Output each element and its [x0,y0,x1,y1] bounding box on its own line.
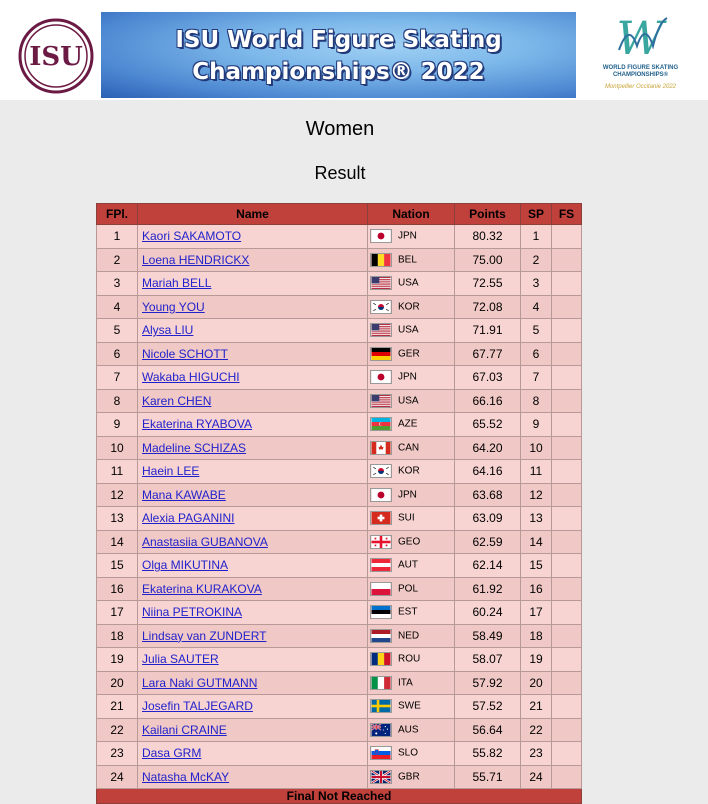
nation-code: GEO [398,536,421,548]
cell-fpl: 2 [97,248,138,272]
it-flag-icon [370,676,392,690]
cell-fs [552,436,582,460]
nation-code: USA [398,324,419,336]
cell-nation [368,248,455,272]
nation-code: SWE [398,700,421,712]
cell-fs [552,742,582,766]
cell-fpl: 13 [97,507,138,531]
cell-points: 64.16 [455,460,521,484]
cell-sp: 16 [521,577,552,601]
nation-code: GBR [398,771,420,783]
table-row [97,765,582,789]
nation-code: NED [398,630,420,642]
cell-nation [368,577,455,601]
championship-logo-line1: WORLD FIGURE SKATING [602,65,679,71]
cell-name [138,342,368,366]
cell-name [138,507,368,531]
gb-flag-icon [370,770,392,784]
cell-points: 66.16 [455,389,521,413]
cell-name [138,389,368,413]
cell-name [138,225,368,249]
final-not-reached-row [97,789,582,804]
cell-name [138,695,368,719]
cell-points: 61.92 [455,577,521,601]
cell-sp: 15 [521,554,552,578]
cell-fpl: 8 [97,389,138,413]
cell-points: 62.14 [455,554,521,578]
header-name: Name [138,204,368,225]
cell-fpl: 10 [97,436,138,460]
cell-nation [368,319,455,343]
cell-name [138,248,368,272]
cell-nation [368,272,455,296]
skater-link[interactable]: Julia SAUTER [142,652,219,667]
cell-name [138,742,368,766]
cell-sp: 2 [521,248,552,272]
cell-points: 60.24 [455,601,521,625]
ro-flag-icon [370,652,392,666]
page-title: Women [305,118,375,140]
cell-nation [368,225,455,249]
table-row [97,389,582,413]
skater-link[interactable]: Loena HENDRICKX [142,252,250,267]
cell-nation [368,483,455,507]
table-row [97,225,582,249]
cell-sp: 9 [521,413,552,437]
table-row [97,319,582,343]
cell-points: 63.68 [455,483,521,507]
cell-sp: 19 [521,648,552,672]
cell-fs [552,248,582,272]
cell-fs [552,272,582,296]
cell-nation [368,389,455,413]
cell-nation [368,366,455,390]
nation-code: ROU [398,653,421,665]
cell-sp: 22 [521,718,552,742]
cell-fs [552,718,582,742]
cell-fpl: 22 [97,718,138,742]
cell-fpl: 1 [97,225,138,249]
cell-fpl: 17 [97,601,138,625]
isu-logo-text: ISU [29,42,83,72]
championship-logo-line2: CHAMPIONSHIPS® [612,72,669,78]
nation-code: EST [398,606,418,618]
cell-nation [368,530,455,554]
cell-nation [368,765,455,789]
cell-fs [552,366,582,390]
cell-fs [552,342,582,366]
table-row [97,695,582,719]
results-table [96,203,582,804]
jp-flag-icon [370,229,392,243]
nation-code: SUI [398,512,415,524]
skater-link[interactable]: Niina PETROKINA [142,605,243,620]
jp-flag-icon [370,488,392,502]
ch-flag-icon [370,511,392,525]
cell-sp: 13 [521,507,552,531]
kr-flag-icon [370,300,392,314]
cell-fpl: 4 [97,295,138,319]
cell-fpl: 24 [97,765,138,789]
cell-fs [552,648,582,672]
cell-sp: 6 [521,342,552,366]
table-row [97,554,582,578]
ca-flag-icon [370,441,392,455]
cell-sp: 12 [521,483,552,507]
cell-fpl: 3 [97,272,138,296]
table-row [97,295,582,319]
header-fs: FS [552,204,582,225]
table-row [97,530,582,554]
cell-fs [552,483,582,507]
championship-w-mark: W [616,11,664,60]
skater-link[interactable]: Dasa GRM [142,746,202,761]
cell-points: 63.09 [455,507,521,531]
nation-code: AZE [398,418,418,430]
au-flag-icon [370,723,392,737]
cell-points: 57.52 [455,695,521,719]
cell-fpl: 9 [97,413,138,437]
cell-name [138,530,368,554]
cell-nation [368,671,455,695]
cell-name [138,413,368,437]
cell-nation [368,624,455,648]
nation-code: KOR [398,301,420,313]
cell-points: 80.32 [455,225,521,249]
table-row [97,460,582,484]
cell-sp: 3 [521,272,552,296]
cell-sp: 5 [521,319,552,343]
cell-name [138,671,368,695]
header-nation: Nation [368,204,455,225]
az-flag-icon [370,417,392,431]
skater-link[interactable]: Mariah BELL [142,276,212,291]
cell-sp: 17 [521,601,552,625]
cell-nation [368,342,455,366]
cell-fs [552,389,582,413]
table-row [97,624,582,648]
cell-points: 67.03 [455,366,521,390]
banner-title-panel [101,12,576,98]
cell-points: 55.82 [455,742,521,766]
cell-points: 58.07 [455,648,521,672]
cell-points: 65.52 [455,413,521,437]
cell-nation [368,718,455,742]
at-flag-icon [370,558,392,572]
skater-link[interactable]: Madeline SCHIZAS [142,440,247,455]
cell-sp: 1 [521,225,552,249]
cell-sp: 11 [521,460,552,484]
cell-fpl: 11 [97,460,138,484]
skater-link[interactable]: Kailani CRAINE [142,722,227,737]
kr-flag-icon [370,464,392,478]
pl-flag-icon [370,582,392,596]
cell-nation [368,695,455,719]
skater-link[interactable]: Lara Naki GUTMANN [142,675,258,690]
nation-code: JPN [398,489,417,501]
banner-title-line1: ISU World Figure Skating [175,27,502,53]
championship-logo [589,10,692,98]
event-banner [0,10,708,100]
table-row [97,742,582,766]
nation-code: USA [398,277,419,289]
us-flag-icon [370,394,392,408]
ee-flag-icon [370,605,392,619]
table-row [97,436,582,460]
ge-flag-icon [370,535,392,549]
table-row [97,648,582,672]
cell-nation [368,295,455,319]
cell-name [138,601,368,625]
cell-points: 64.20 [455,436,521,460]
skater-link[interactable]: Karen CHEN [142,393,212,408]
cell-fs [552,624,582,648]
skater-link[interactable]: Mana KAWABE [142,487,226,502]
cell-fpl: 19 [97,648,138,672]
cell-points: 67.77 [455,342,521,366]
cell-name [138,577,368,601]
skater-link[interactable]: Josefin TALJEGARD [142,699,253,714]
cell-fpl: 12 [97,483,138,507]
cell-name [138,460,368,484]
cell-name [138,436,368,460]
cell-name [138,483,368,507]
nation-code: JPN [398,230,417,242]
table-row [97,342,582,366]
table-row [97,601,582,625]
nation-code: SLO [398,747,419,759]
table-row [97,718,582,742]
skater-link[interactable]: Lindsay van ZUNDERT [142,628,267,643]
cell-name [138,765,368,789]
cell-nation [368,601,455,625]
cell-fs [552,295,582,319]
table-header-row [97,204,582,225]
header-points: Points [455,204,521,225]
nl-flag-icon [370,629,392,643]
cell-points: 75.00 [455,248,521,272]
nation-code: ITA [398,677,413,689]
cell-fs [552,577,582,601]
cell-sp: 4 [521,295,552,319]
championship-logo-signature: Montpellier Occitanie 2022 [604,84,677,90]
nation-code: BEL [398,254,417,266]
cell-nation [368,413,455,437]
cell-points: 57.92 [455,671,521,695]
be-flag-icon [370,253,392,267]
skater-link[interactable]: Anastasiia GUBANOVA [142,534,268,549]
jp-flag-icon [370,370,392,384]
se-flag-icon [370,699,392,713]
cell-fs [552,413,582,437]
cell-fpl: 14 [97,530,138,554]
cell-points: 62.59 [455,530,521,554]
cell-name [138,272,368,296]
cell-fs [552,765,582,789]
banner-title-line2: Championships® 2022 [192,59,485,85]
cell-fpl: 20 [97,671,138,695]
cell-sp: 21 [521,695,552,719]
cell-points: 55.71 [455,765,521,789]
cell-fs [552,319,582,343]
cell-sp: 18 [521,624,552,648]
cell-points: 56.64 [455,718,521,742]
skater-link[interactable]: Ekaterina KURAKOVA [142,581,262,596]
cell-fs [552,225,582,249]
cell-sp: 20 [521,671,552,695]
skater-link[interactable]: Haein LEE [142,464,200,479]
cell-fpl: 23 [97,742,138,766]
final-not-reached-label: Final Not Reached [97,789,582,804]
skater-link[interactable]: Nicole SCHOTT [142,346,229,361]
cell-name [138,366,368,390]
skater-link[interactable]: Natasha McKAY [142,769,230,784]
cell-sp: 14 [521,530,552,554]
cell-points: 72.08 [455,295,521,319]
cell-name [138,718,368,742]
cell-sp: 23 [521,742,552,766]
header-fpl: FPl. [97,204,138,225]
cell-fpl: 18 [97,624,138,648]
us-flag-icon [370,276,392,290]
table-row [97,272,582,296]
nation-code: CAN [398,442,420,454]
cell-fs [552,554,582,578]
table-row [97,248,582,272]
table-row [97,483,582,507]
table-row [97,366,582,390]
skater-link[interactable]: Wakaba HIGUCHI [142,370,240,385]
header-sp: SP [521,204,552,225]
cell-fpl: 7 [97,366,138,390]
cell-points: 71.91 [455,319,521,343]
skater-link[interactable]: Young YOU [142,299,205,314]
cell-sp: 24 [521,765,552,789]
cell-name [138,554,368,578]
cell-name [138,319,368,343]
cell-fs [552,671,582,695]
cell-fs [552,530,582,554]
nation-code: JPN [398,371,417,383]
cell-name [138,624,368,648]
cell-fpl: 5 [97,319,138,343]
cell-fpl: 21 [97,695,138,719]
cell-fs [552,695,582,719]
nation-code: USA [398,395,419,407]
cell-sp: 10 [521,436,552,460]
cell-fs [552,507,582,531]
table-row [97,413,582,437]
cell-fpl: 6 [97,342,138,366]
cell-fs [552,601,582,625]
cell-nation [368,436,455,460]
nation-code: AUS [398,724,419,736]
cell-points: 72.55 [455,272,521,296]
skater-link[interactable]: Alysa LIU [142,323,194,338]
table-row [97,577,582,601]
nation-code: KOR [398,465,420,477]
cell-name [138,295,368,319]
cell-nation [368,648,455,672]
nation-code: GER [398,348,420,360]
nation-code: POL [398,583,419,595]
cell-nation [368,554,455,578]
nation-code: AUT [398,559,418,571]
cell-points: 58.49 [455,624,521,648]
cell-fpl: 16 [97,577,138,601]
cell-fpl: 15 [97,554,138,578]
table-row [97,507,582,531]
cell-nation [368,460,455,484]
skater-link[interactable]: Kaori SAKAMOTO [142,229,242,244]
cell-sp: 7 [521,366,552,390]
skater-link[interactable]: Alexia PAGANINI [142,511,235,526]
table-row [97,671,582,695]
isu-logo-icon [18,18,94,94]
si-flag-icon [370,746,392,760]
page-subtitle: Result [314,163,366,183]
top-strip [0,0,708,10]
championship-w-icon [589,10,692,60]
skater-link[interactable]: Olga MIKUTINA [142,558,229,573]
us-flag-icon [370,323,392,337]
cell-name [138,648,368,672]
skater-link[interactable]: Ekaterina RYABOVA [142,417,253,432]
cell-nation [368,742,455,766]
cell-fs [552,460,582,484]
cell-nation [368,507,455,531]
cell-sp: 8 [521,389,552,413]
de-flag-icon [370,347,392,361]
